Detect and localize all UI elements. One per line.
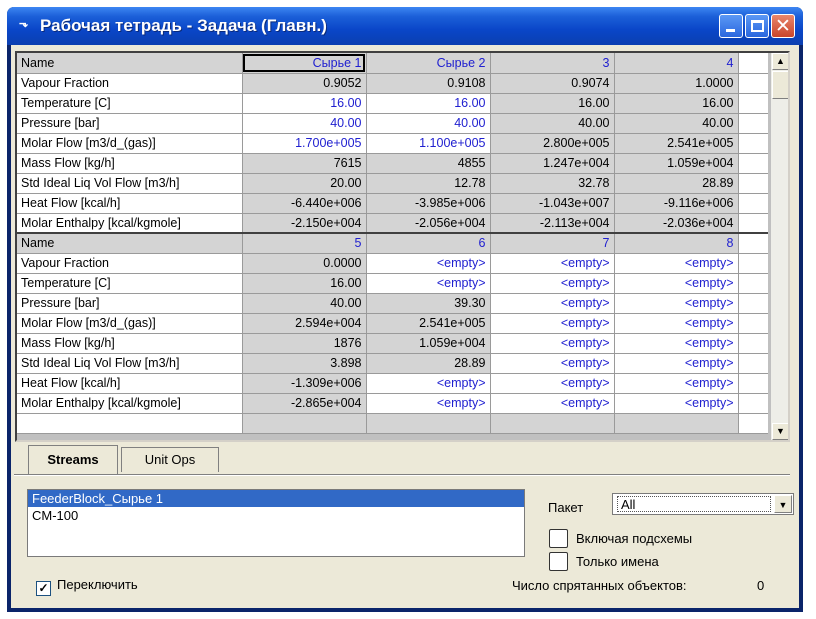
property-value-cell[interactable]: 2.800e+005 (490, 133, 614, 153)
table-row (17, 93, 768, 113)
property-value-cell[interactable]: 16.00 (242, 93, 366, 113)
property-value-cell[interactable]: 2.541e+005 (366, 313, 490, 333)
grid-name-header: Name (17, 233, 242, 253)
names-only-checkbox[interactable] (549, 552, 659, 571)
tab-divider (14, 474, 790, 476)
table-row (17, 153, 768, 173)
grid-pad-cell (738, 153, 768, 173)
grid-pad-cell (738, 293, 768, 313)
property-value-cell[interactable]: 4855 (366, 153, 490, 173)
table-row (17, 413, 768, 433)
property-value-cell[interactable]: 16.00 (614, 93, 738, 113)
property-label: Vapour Fraction (17, 73, 242, 93)
close-icon: ✕ (775, 15, 791, 37)
grid-vertical-scrollbar[interactable] (770, 53, 788, 440)
table-row (17, 193, 768, 213)
property-value-cell[interactable]: <empty> (614, 333, 738, 353)
grid-pad-cell (738, 233, 768, 253)
property-label: Std Ideal Liq Vol Flow [m3/h] (17, 173, 242, 193)
property-value-cell[interactable]: 40.00 (614, 113, 738, 133)
table-row (17, 133, 768, 153)
property-value-cell[interactable]: 1.059e+004 (366, 333, 490, 353)
grid-pad-cell (738, 133, 768, 153)
toggle-label: Переключить (57, 577, 138, 592)
table-row (17, 73, 768, 93)
property-label: Heat Flow [kcal/h] (17, 373, 242, 393)
property-value-cell[interactable]: 16.00 (366, 93, 490, 113)
package-select[interactable] (612, 493, 794, 515)
scroll-thumb[interactable] (772, 71, 789, 99)
grid-pad-cell (738, 373, 768, 393)
property-value-cell[interactable]: <empty> (490, 393, 614, 413)
property-value-cell[interactable]: <empty> (614, 253, 738, 273)
table-row (17, 293, 768, 313)
grid-pad-cell (738, 353, 768, 373)
property-value-cell[interactable]: <empty> (490, 253, 614, 273)
property-value-cell[interactable]: <empty> (614, 313, 738, 333)
property-value-cell[interactable]: <empty> (490, 293, 614, 313)
scroll-up-button[interactable]: ▲ (772, 53, 789, 70)
include-subflowsheets-label: Включая подсхемы (576, 531, 693, 546)
package-selected-value: All (617, 496, 771, 512)
property-value-cell[interactable]: 2.541e+005 (614, 133, 738, 153)
property-value-cell[interactable]: 7615 (242, 153, 366, 173)
grid-pad-cell (738, 393, 768, 413)
property-value-cell[interactable]: 1.0000 (614, 73, 738, 93)
stream-column-header[interactable]: Сырье 1 (242, 53, 366, 73)
property-label: Mass Flow [kg/h] (17, 333, 242, 353)
property-value-cell[interactable]: -6.440e+006 (242, 193, 366, 213)
property-value-cell[interactable]: 0.9074 (490, 73, 614, 93)
property-value-cell[interactable]: <empty> (366, 253, 490, 273)
grid-name-header: Name (17, 53, 242, 73)
property-value-cell[interactable]: 1876 (242, 333, 366, 353)
scroll-down-button[interactable]: ▼ (772, 423, 789, 440)
property-value-cell[interactable]: <empty> (490, 273, 614, 293)
property-value-cell[interactable]: -2.113e+004 (490, 213, 614, 233)
tab-streams[interactable]: Streams (28, 445, 118, 474)
property-value-cell[interactable]: 3.898 (242, 353, 366, 373)
close-button[interactable] (771, 14, 795, 38)
stream-column-header[interactable]: Сырье 2 (366, 53, 490, 73)
property-value-cell[interactable]: <empty> (614, 353, 738, 373)
grid-cell (242, 413, 366, 433)
property-value-cell[interactable]: 20.00 (242, 173, 366, 193)
stream-column-header[interactable]: 3 (490, 53, 614, 73)
object-list[interactable] (27, 489, 525, 557)
grid-cell (366, 413, 490, 433)
property-value-cell[interactable]: 32.78 (490, 173, 614, 193)
table-row (17, 213, 768, 233)
list-item[interactable]: CM-100 (32, 508, 79, 523)
table-row (17, 333, 768, 353)
property-label: Vapour Fraction (17, 253, 242, 273)
grid-pad-cell (738, 193, 768, 213)
property-value-cell[interactable]: 40.00 (242, 293, 366, 313)
grid-pad-cell (738, 53, 768, 73)
property-value-cell[interactable]: <empty> (366, 273, 490, 293)
toggle-checkbox[interactable] (36, 577, 138, 596)
grid-pad-cell (738, 93, 768, 113)
property-value-cell[interactable]: 39.30 (366, 293, 490, 313)
grid-pad-cell (738, 313, 768, 333)
property-value-cell[interactable]: 1.100e+005 (366, 133, 490, 153)
minimize-button[interactable] (719, 14, 743, 38)
property-value-cell[interactable]: -2.056e+004 (366, 213, 490, 233)
table-row (17, 273, 768, 293)
property-value-cell[interactable]: 0.9052 (242, 73, 366, 93)
property-value-cell[interactable]: 1.700e+005 (242, 133, 366, 153)
list-item[interactable]: FeederBlock_Сырье 1 (28, 490, 524, 507)
property-value-cell[interactable]: 40.00 (490, 113, 614, 133)
title-bar[interactable] (7, 7, 803, 45)
property-value-cell[interactable]: <empty> (614, 273, 738, 293)
grid-pad-cell (738, 333, 768, 353)
window-title: Рабочая тетрадь - Задача (Главн.) (40, 16, 327, 35)
stream-column-header[interactable]: 6 (366, 233, 490, 253)
stream-column-header[interactable]: 8 (614, 233, 738, 253)
property-label: Temperature [C] (17, 93, 242, 113)
grid-cell (614, 413, 738, 433)
property-value-cell[interactable]: 28.89 (614, 173, 738, 193)
property-label: Heat Flow [kcal/h] (17, 193, 242, 213)
property-value-cell[interactable]: <empty> (614, 293, 738, 313)
table-row (17, 313, 768, 333)
property-value-cell[interactable]: -1.043e+007 (490, 193, 614, 213)
grid-pad-cell (738, 113, 768, 133)
stream-column-header[interactable]: 5 (242, 233, 366, 253)
grid-pad-cell (738, 73, 768, 93)
table-row (17, 173, 768, 193)
grid-cell (490, 413, 614, 433)
hidden-objects-label: Число спрятанных объектов: (512, 578, 687, 593)
property-value-cell[interactable]: 1.059e+004 (614, 153, 738, 173)
property-value-cell[interactable]: <empty> (490, 333, 614, 353)
grid-cell (738, 413, 768, 433)
property-value-cell[interactable]: <empty> (490, 373, 614, 393)
property-value-cell[interactable]: 1.247e+004 (490, 153, 614, 173)
maximize-button[interactable] (745, 14, 769, 38)
checkbox-box[interactable] (549, 552, 568, 571)
property-value-cell[interactable]: 0.9108 (366, 73, 490, 93)
property-value-cell[interactable]: <empty> (490, 353, 614, 373)
grid-cell (17, 413, 242, 433)
maximize-icon (751, 20, 764, 32)
package-label: Пакет (548, 500, 584, 515)
property-value-cell[interactable]: <empty> (490, 313, 614, 333)
property-value-cell[interactable]: 0.0000 (242, 253, 366, 273)
property-value-cell[interactable]: 2.594e+004 (242, 313, 366, 333)
property-value-cell[interactable]: 28.89 (366, 353, 490, 373)
stream-grid (15, 51, 790, 442)
property-value-cell[interactable]: <empty> (366, 393, 490, 413)
grid-pad-cell (738, 173, 768, 193)
grid-pad-cell (738, 273, 768, 293)
chevron-down-icon[interactable]: ▼ (774, 495, 792, 513)
property-value-cell[interactable]: <empty> (614, 393, 738, 413)
app-icon[interactable]: ⬎ (19, 18, 29, 30)
table-row (17, 353, 768, 373)
table-row (17, 113, 768, 133)
property-label: Mass Flow [kg/h] (17, 153, 242, 173)
minimize-icon (726, 29, 735, 32)
grid-header-row (17, 53, 768, 73)
hidden-objects-count: 0 (757, 578, 765, 593)
stream-table (17, 53, 768, 434)
property-value-cell[interactable]: 40.00 (366, 113, 490, 133)
property-label: Temperature [C] (17, 273, 242, 293)
property-value-cell[interactable]: 12.78 (366, 173, 490, 193)
property-value-cell[interactable]: -3.985e+006 (366, 193, 490, 213)
property-label: Molar Enthalpy [kcal/kgmole] (17, 393, 242, 413)
property-value-cell[interactable]: -9.116e+006 (614, 193, 738, 213)
stream-column-header[interactable]: 4 (614, 53, 738, 73)
include-subflowsheets-checkbox[interactable] (549, 529, 692, 548)
property-label: Pressure [bar] (17, 293, 242, 313)
grid-header-row (17, 233, 768, 253)
property-value-cell[interactable]: -2.036e+004 (614, 213, 738, 233)
property-label: Molar Flow [m3/d_(gas)] (17, 313, 242, 333)
checkbox-box[interactable] (549, 529, 568, 548)
checkmark-icon[interactable]: ✓ (36, 581, 51, 596)
property-label: Molar Enthalpy [kcal/kgmole] (17, 213, 242, 233)
property-label: Molar Flow [m3/d_(gas)] (17, 133, 242, 153)
property-value-cell[interactable]: -2.865e+004 (242, 393, 366, 413)
property-label: Pressure [bar] (17, 113, 242, 133)
stream-column-header[interactable]: 7 (490, 233, 614, 253)
tab-unit-ops[interactable]: Unit Ops (121, 447, 219, 472)
property-value-cell[interactable]: <empty> (366, 373, 490, 393)
property-value-cell[interactable]: 16.00 (242, 273, 366, 293)
table-row (17, 253, 768, 273)
names-only-label: Только имена (576, 554, 659, 569)
property-value-cell[interactable]: 16.00 (490, 93, 614, 113)
property-value-cell[interactable]: -2.150e+004 (242, 213, 366, 233)
table-row (17, 393, 768, 413)
property-value-cell[interactable]: -1.309e+006 (242, 373, 366, 393)
property-value-cell[interactable]: <empty> (614, 373, 738, 393)
grid-pad-cell (738, 213, 768, 233)
grid-pad-cell (738, 253, 768, 273)
table-row (17, 373, 768, 393)
property-label: Std Ideal Liq Vol Flow [m3/h] (17, 353, 242, 373)
property-value-cell[interactable]: 40.00 (242, 113, 366, 133)
